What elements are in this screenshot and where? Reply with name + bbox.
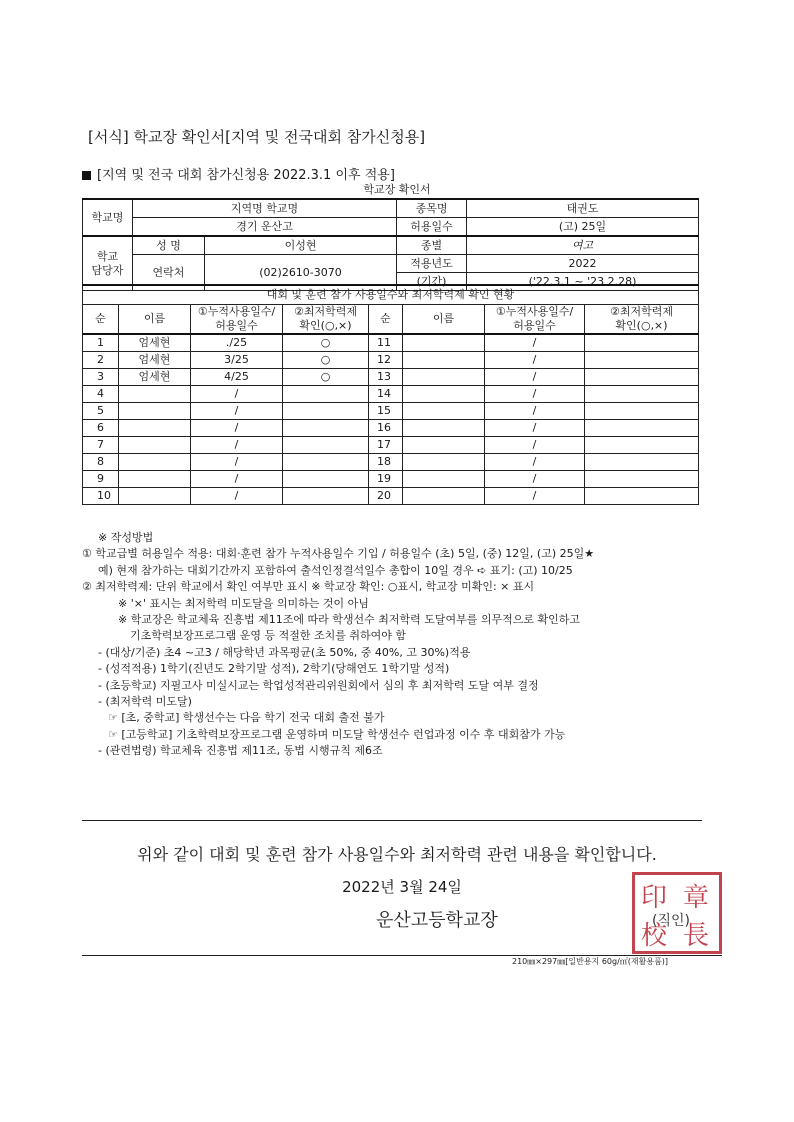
header-name-right: 이름	[403, 305, 485, 334]
row-days-right: /	[485, 351, 585, 368]
row-no: 8	[83, 453, 119, 470]
row-days-right: /	[485, 487, 585, 504]
form-title: 학교장 확인서	[363, 183, 431, 196]
row-days: 4/25	[191, 368, 283, 385]
school-info-table	[82, 198, 699, 291]
row-no-right: 17	[369, 436, 403, 453]
detail-1: - (대상/기준) 초4 ~고3 / 해당학년 과목평균(초 50%, 중 40%, 고 30%)적용	[98, 645, 471, 659]
divider-top	[82, 820, 702, 821]
row-days: /	[191, 470, 283, 487]
header-grade-right	[585, 305, 699, 334]
row-name-right	[403, 402, 485, 419]
note-1: ① 학교급별 허용일수 적용: 대회·훈련 참가 누적사용일수 기입 / 허용일수 (초) 5일, (중) 12일, (고) 25일★	[82, 547, 595, 561]
row-grade-right	[585, 419, 699, 436]
usage-table	[82, 284, 699, 505]
row-grade	[283, 419, 369, 436]
row-no-right: 20	[369, 487, 403, 504]
row-name	[119, 487, 191, 504]
row-no: 7	[83, 436, 119, 453]
row-days-right: /	[485, 368, 585, 385]
row-grade: ○	[283, 351, 369, 368]
header-days-line1: ①누적사용일수/	[197, 305, 276, 318]
row-no: 5	[83, 402, 119, 419]
seal-label: (직인)	[652, 913, 690, 929]
header-grade	[283, 305, 369, 334]
row-grade-right	[585, 487, 699, 504]
header-days-line2: 허용일수	[215, 318, 258, 332]
row-name: 엄세현	[119, 368, 191, 385]
row-days: /	[191, 402, 283, 419]
row-no: 6	[83, 419, 119, 436]
official-seal-icon: 印 章 校 長	[632, 872, 722, 954]
row-no-right: 15	[369, 402, 403, 419]
row-days: /	[191, 419, 283, 436]
year-value: 2022	[467, 255, 699, 273]
row-grade: ○	[283, 334, 369, 352]
row-grade-right	[585, 470, 699, 487]
detail-4-b: ☞ [고등학교] 기초학력보장프로그램 운영하며 미도달 학생선수 런업과정 이수 후 대회참가 가능	[108, 727, 566, 741]
table-row	[83, 385, 699, 402]
document-title: [서식] 학교장 확인서[지역 및 전국대회 참가신청용]	[88, 128, 426, 146]
allowed-days-label: 허용일수	[397, 218, 467, 237]
allowed-days-value: (고) 25일	[467, 218, 699, 237]
row-name	[119, 419, 191, 436]
row-days-right: /	[485, 385, 585, 402]
detail-4-a: ☞ [초, 중학교] 학생선수는 다음 학기 전국 대회 출전 불가	[108, 711, 385, 725]
row-name-right	[403, 436, 485, 453]
year-label-1: 적용년도	[397, 255, 467, 273]
row-no-right: 14	[369, 385, 403, 402]
row-days-right: /	[485, 436, 585, 453]
gender-label: 종별	[397, 236, 467, 255]
row-no-right: 16	[369, 419, 403, 436]
event-value: 태권도	[467, 199, 699, 218]
row-grade	[283, 470, 369, 487]
row-days: /	[191, 385, 283, 402]
header-no-right: 순	[369, 305, 403, 334]
row-days-right: /	[485, 453, 585, 470]
table-row	[83, 351, 699, 368]
principal-name: 운산고등학교장	[376, 910, 498, 931]
note-2-a: ※ '×' 표시는 최저학력 미도달을 의미하는 것이 아님	[118, 596, 369, 610]
row-name-right	[403, 419, 485, 436]
period-value: ('22.3.1 ~ '23 2.28)	[467, 273, 699, 291]
detail-2: - (성적적용) 1학기(진년도 2학기말 성적), 2학기(당해연도 1학기말 성적)	[98, 662, 450, 676]
row-no: 9	[83, 470, 119, 487]
gender-value: 여고	[467, 236, 699, 255]
header-grade-right-line2: 확인(○,×)	[615, 318, 668, 332]
row-days: /	[191, 453, 283, 470]
row-days-right: /	[485, 334, 585, 352]
row-days-right: /	[485, 419, 585, 436]
row-no-right: 18	[369, 453, 403, 470]
row-grade	[283, 402, 369, 419]
detail-5: - (관련법령) 학교체육 진흥법 제11조, 동법 시행규칙 제6조	[98, 744, 383, 758]
row-no: 1	[83, 334, 119, 352]
row-grade: ○	[283, 368, 369, 385]
name-label: 성 명	[133, 236, 205, 255]
row-no: 2	[83, 351, 119, 368]
row-grade-right	[585, 436, 699, 453]
header-days-right-line2: 허용일수	[513, 318, 556, 332]
header-days-right	[485, 305, 585, 334]
region-school-header: 지역명 학교명	[133, 199, 397, 218]
row-name-right	[403, 487, 485, 504]
row-name-right	[403, 368, 485, 385]
row-no-right: 12	[369, 351, 403, 368]
row-name-right	[403, 385, 485, 402]
row-name-right	[403, 470, 485, 487]
table-row	[83, 487, 699, 504]
note-2-b: ※ 학교장은 학교체육 진흥법 제11조에 따라 학생선수 최저학력 도달여부를 의무적으로 확인하고	[118, 613, 580, 627]
usage-title: 대회 및 훈련 참가 사용일수와 최저학력제 확인 현황	[83, 285, 699, 305]
row-grade	[283, 385, 369, 402]
event-label: 종목명	[397, 199, 467, 218]
contact-value: (02)2610-3070	[205, 255, 397, 291]
section-label-text: [지역 및 전국 대회 참가신청용 2022.3.1 이후 적용]	[97, 168, 395, 183]
table-row	[83, 334, 699, 352]
note-2-b2: 기초학력보장프로그램 운영 등 적절한 조치를 취하여야 함	[130, 629, 407, 643]
note-1-example: 예) 현재 참가하는 대회기간까지 포함하여 출석인정결석일수 총합이 10일 경우 ➪ 표기: (고) 10/25	[98, 563, 573, 577]
school-label: 학교명	[83, 199, 133, 236]
row-name	[119, 385, 191, 402]
notes-section	[82, 530, 722, 760]
header-grade-right-line1: ②최저학력제	[610, 305, 673, 318]
square-bullet-icon	[82, 171, 91, 180]
header-grade-line2: 확인(○,×)	[299, 318, 352, 332]
row-no: 10	[83, 487, 119, 504]
manager-label-line2: 담당자	[91, 263, 124, 277]
table-row	[83, 419, 699, 436]
row-name	[119, 453, 191, 470]
detail-3: - (초등학교) 지필고사 미실시교는 학업성적관리위원회에서 심의 후 최저학력 도달 여부 결정	[98, 678, 539, 692]
row-name: 엄세현	[119, 334, 191, 352]
header-days	[191, 305, 283, 334]
row-days: /	[191, 436, 283, 453]
table-row	[83, 470, 699, 487]
paper-spec-note: 210㎜×297㎜[일반용지 60g/㎡(재활용품)]	[512, 957, 669, 966]
row-grade-right	[585, 368, 699, 385]
issue-date: 2022년 3월 24일	[342, 878, 462, 896]
row-name-right	[403, 453, 485, 470]
table-row	[83, 368, 699, 385]
contact-label: 연락처	[133, 255, 205, 291]
row-grade	[283, 436, 369, 453]
row-grade-right	[585, 385, 699, 402]
row-grade-right	[585, 351, 699, 368]
row-name: 엄세현	[119, 351, 191, 368]
row-days: ./25	[191, 334, 283, 352]
row-name	[119, 402, 191, 419]
row-grade-right	[585, 334, 699, 352]
row-no: 3	[83, 368, 119, 385]
row-grade-right	[585, 453, 699, 470]
confirm-statement: 위와 같이 대회 및 훈련 참가 사용일수와 최저학력 관련 내용을 확인합니다.	[137, 845, 657, 864]
row-name	[119, 436, 191, 453]
row-no-right: 11	[369, 334, 403, 352]
row-days-right: /	[485, 402, 585, 419]
row-grade-right	[585, 402, 699, 419]
row-name	[119, 470, 191, 487]
usage-body	[83, 334, 699, 505]
header-name: 이름	[119, 305, 191, 334]
manager-label	[83, 236, 133, 291]
note-2: ② 최저학력제: 단위 학교에서 확인 여부만 표시 ※ 학교장 확인: ○표시, 학교장 미확인: × 표시	[82, 580, 535, 594]
row-name-right	[403, 334, 485, 352]
region-school-value: 경기 운산고	[133, 218, 397, 237]
header-days-right-line1: ①누적사용일수/	[495, 305, 574, 318]
row-grade	[283, 453, 369, 470]
row-no-right: 13	[369, 368, 403, 385]
row-days: /	[191, 487, 283, 504]
table-row	[83, 453, 699, 470]
row-days-right: /	[485, 470, 585, 487]
row-no: 4	[83, 385, 119, 402]
name-value: 이성현	[205, 236, 397, 255]
notes-heading: ※ 작성방법	[98, 531, 154, 544]
row-no-right: 19	[369, 470, 403, 487]
year-label-2: (기간)	[397, 273, 467, 291]
row-name-right	[403, 351, 485, 368]
header-grade-line1: ②최저학력제	[294, 305, 357, 318]
header-no: 순	[83, 305, 119, 334]
manager-label-line1: 학교	[96, 249, 119, 263]
row-grade	[283, 487, 369, 504]
detail-4: - (최저학력 미도달)	[98, 695, 192, 709]
table-row	[83, 436, 699, 453]
table-row	[83, 402, 699, 419]
row-days: 3/25	[191, 351, 283, 368]
